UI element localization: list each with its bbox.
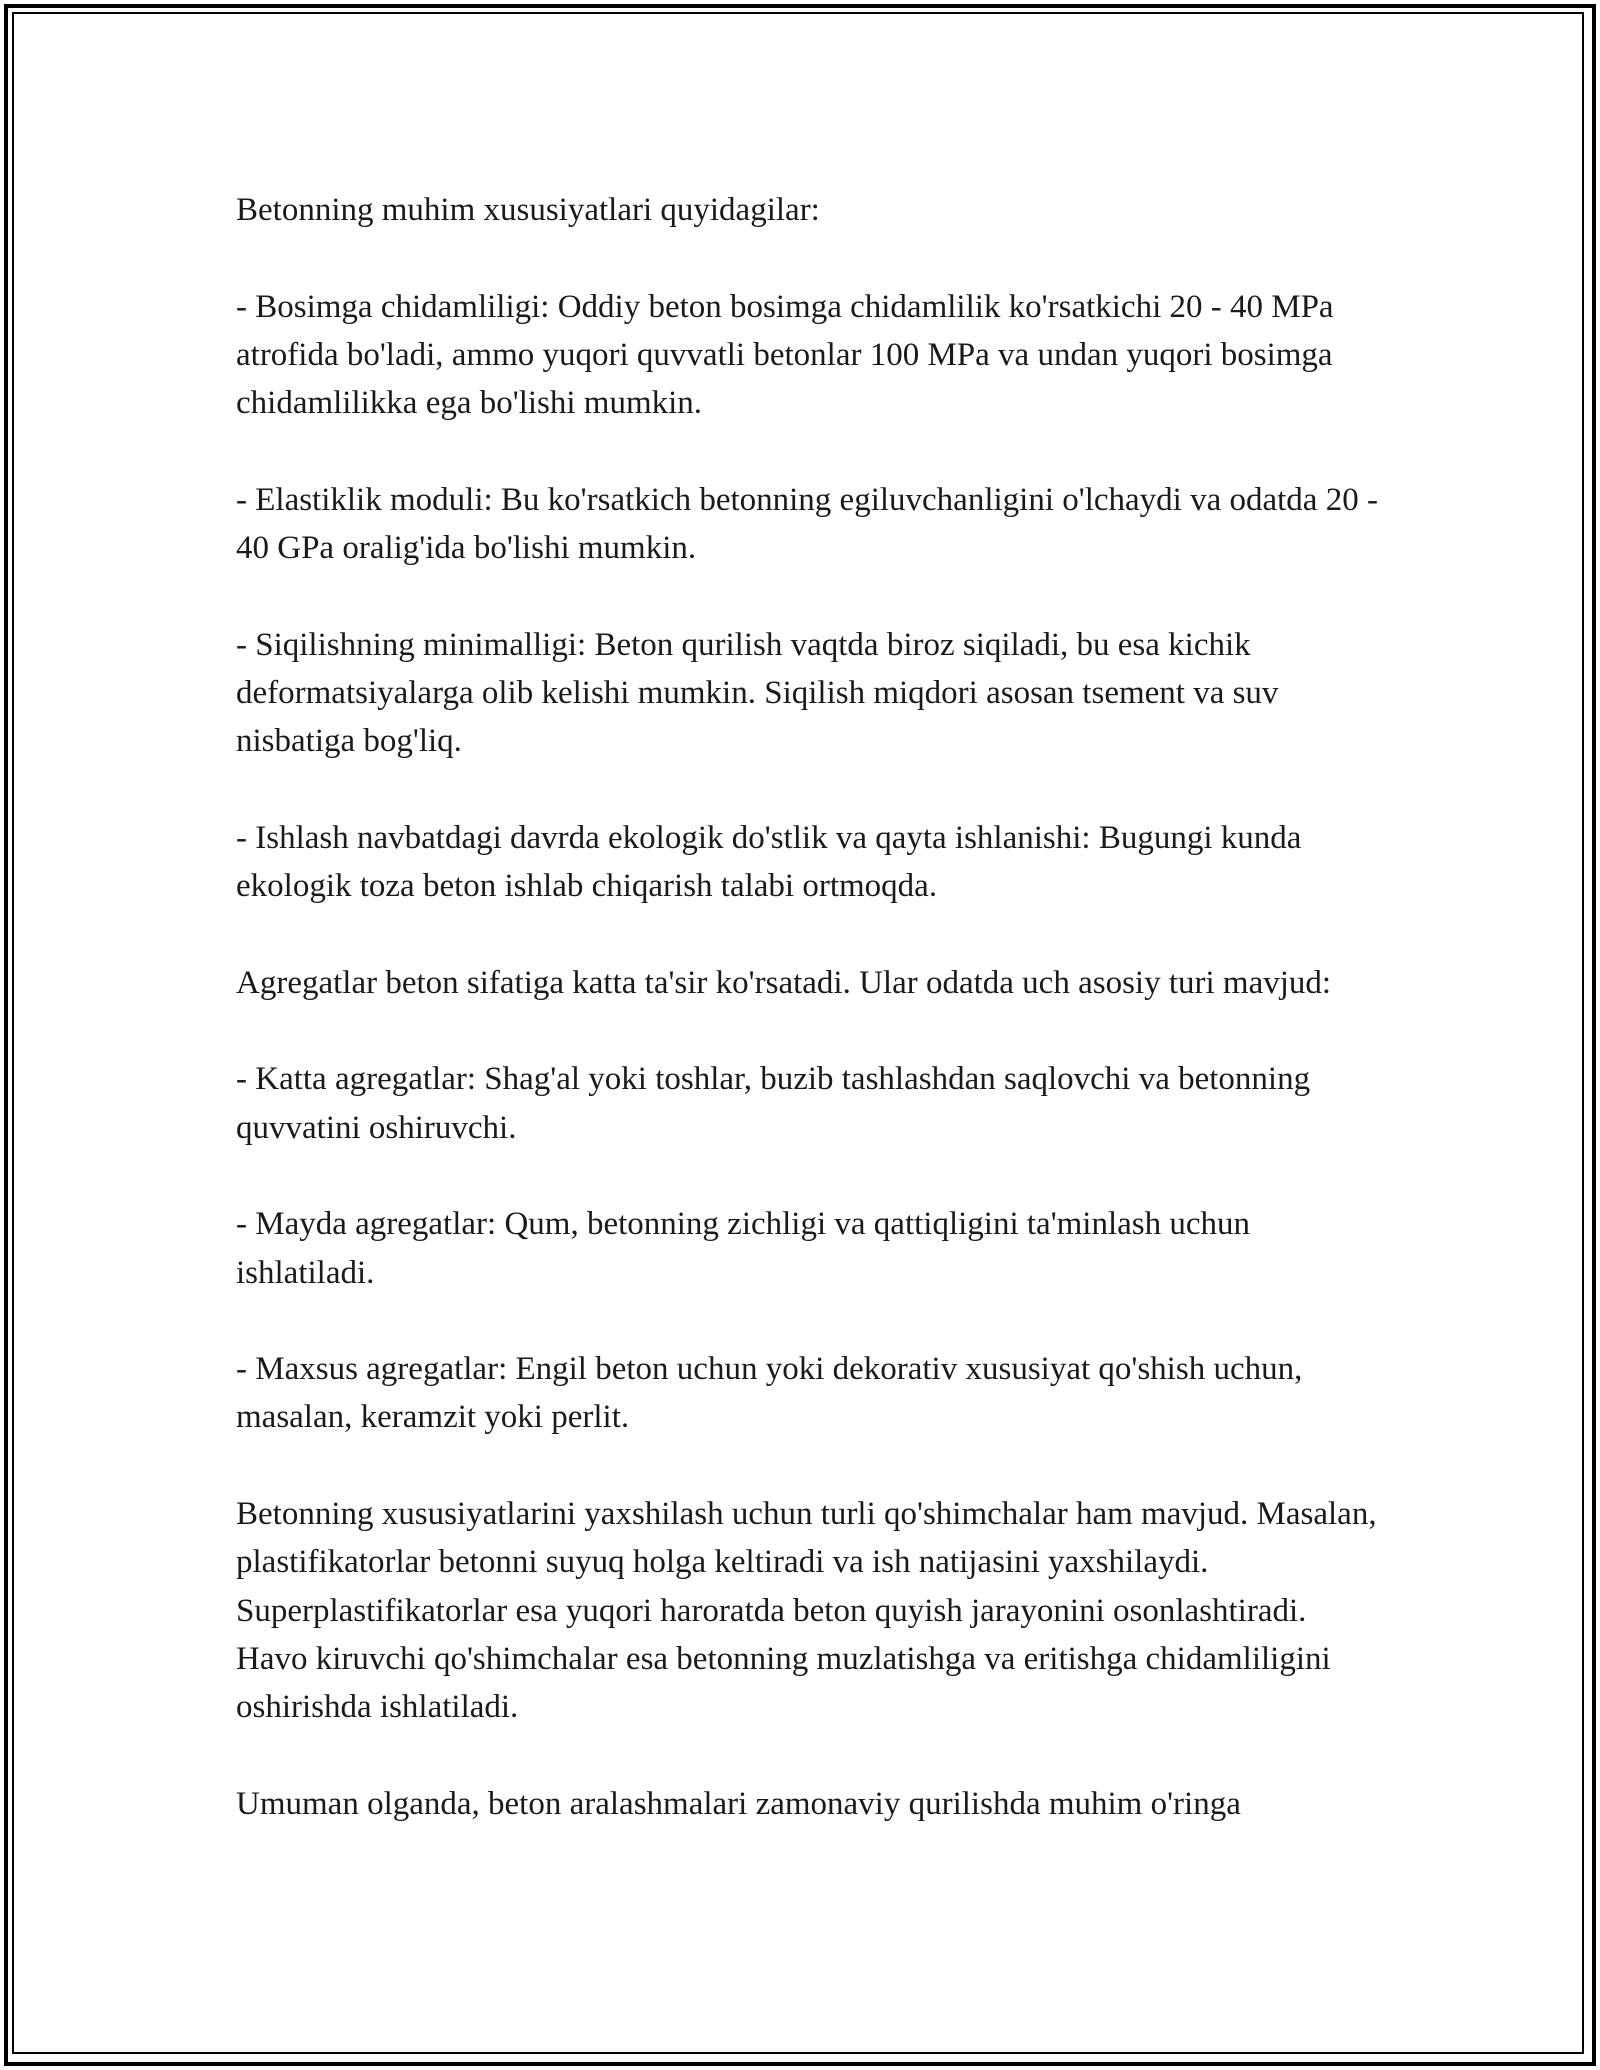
paragraph-compressive-strength: - Bosimga chidamliligi: Oddiy beton bosimga chidamlilik ko'rsatkichi 20 - 40 MPa atrofida bo'ladi, ammo yuqori quvvatli betonlar 100 MPa va undan yuqori bosimga chidamlilikka ega bo'lishi mumkin. — [236, 288, 1334, 422]
paragraph-fine-aggregates: - Mayda agregatlar: Qum, betonning zichligi va qattiqligini ta'minlash uchun ishlatiladi. — [236, 1206, 1251, 1291]
document-body — [236, 186, 1386, 1876]
paragraph-aggregates-intro: Agregatlar beton sifatiga katta ta'sir ko'rsatadi. Ular odatda uch asosiy turi mavjud: — [236, 964, 1332, 1001]
paragraph-coarse-aggregates: - Katta agregatlar: Shag'al yoki toshlar, buzib tashlashdan saqlovchi va betonning quvvatini oshiruvchi. — [236, 1061, 1311, 1146]
paragraph-intro: Betonning muhim xususiyatlari quyidagilar: — [236, 192, 820, 228]
paragraph-conclusion: Umuman olganda, beton aralashmalari zamonaviy qurilishda muhim o'ringa — [236, 1785, 1241, 1822]
paragraph-shrinkage: - Siqilishning minimalligi: Beton qurilish vaqtda biroz siqiladi, bu esa kichik deformatsiyalarga olib kelishi mumkin. Siqilish miqdori asosan tsement va suv nisbatiga bog'liq. — [236, 626, 1279, 760]
paragraph-admixtures: Betonning xususiyatlarini yaxshilash uchun turli qo'shimchalar ham mavjud. Masalan, plastifikatorlar betonni suyuq holga keltiradi va ish natijasini yaxshilaydi. Superplastifikatorlar esa yuqori haroratda beton quyish jarayonini osonlashtiradi. Havo kiruvchi qo'shimchalar esa betonning muzlatishga va eritishga chidamliligini oshirishda ishlatiladi. — [236, 1496, 1377, 1726]
paragraph-special-aggregates: - Maxsus agregatlar: Engil beton uchun yoki dekorativ xususiyat qo'shish uchun, masalan, keramzit yoki perlit. — [236, 1351, 1303, 1436]
paragraph-elastic-modulus: - Elastiklik moduli: Bu ko'rsatkich betonning egiluvchanligini o'lchaydi va odatda 20 - 40 GPa oralig'ida bo'lishi mumkin. — [236, 481, 1378, 567]
paragraph-ecology: - Ishlash navbatdagi davrda ekologik do'stlik va qayta ishlanishi: Bugungi kunda ekologik toza beton ishlab chiqarish talabi ortmoqda. — [236, 819, 1302, 905]
